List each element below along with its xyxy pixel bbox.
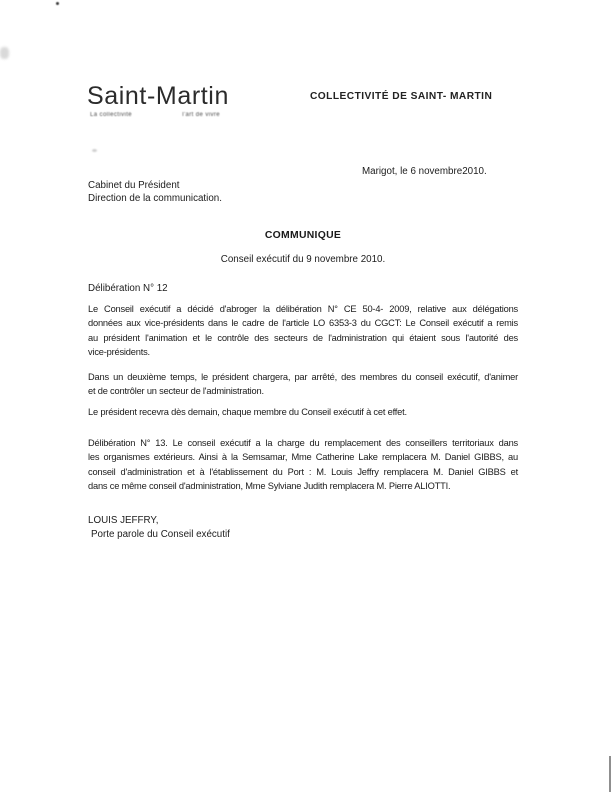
paragraph-line: et de contrôler un secteur de l'administration. [88, 386, 264, 397]
office-line-direction: Direction de la communication. [88, 193, 222, 204]
paragraph-deliberation-13 [88, 436, 518, 494]
signature-role: Porte parole du Conseil exécutif [91, 528, 230, 540]
paragraph-line: dans ce même conseil d'administration, Mme Sylviane Judith remplacera M. Pierre ALIOTTI. [88, 481, 451, 492]
doc-title: COMMUNIQUE [264, 230, 342, 241]
section-heading-deliberation-12: Délibération N° 12 [88, 283, 168, 294]
saint-martin-logo: Saint-Martin [87, 82, 229, 110]
logo-tagline [90, 112, 220, 118]
dateline: Marigot, le 6 novembre2010. [362, 166, 487, 177]
org-title: COLLECTIVITÉ DE SAINT- MARTIN [310, 91, 493, 102]
paragraph-line: Dans un deuxième temps, le président chargera, par arrêté, des membres du conseil exécutif, d'animer [88, 372, 518, 382]
paragraph-line: Délibération N° 13. Le conseil exécutif a la charge du remplacement des conseillers territoriaux dans [88, 438, 518, 448]
scan-smudge-artifact [92, 149, 97, 152]
scan-speck-artifact [56, 2, 59, 5]
paragraph-line: Le Conseil exécutif a décidé d'abroger la délibération N° CE 50-4- 2009, relative aux délégations [88, 304, 518, 314]
signature-name: LOUIS JEFFRY, [88, 515, 159, 526]
paragraph-deuxieme-temps [88, 370, 518, 399]
scan-smudge-artifact [0, 47, 9, 59]
paragraph-line: Le président recevra dès demain, chaque membre du Conseil exécutif à cet effet. [88, 407, 407, 417]
scan-edge-artifact [609, 756, 611, 792]
paragraph-line: au président l'animation et le contrôle des secteurs de l'administration qui étaient sous l'autorité des [88, 332, 518, 343]
paragraph-line: données aux vice-présidents dans le cadre de l'article LO 6353-3 du CGCT: Le Conseil exécutif a remis [88, 318, 518, 329]
paragraph-president-recevra [88, 405, 518, 419]
doc-subtitle: Conseil exécutif du 9 novembre 2010. [220, 254, 386, 265]
paragraph-line: les organismes extérieurs. Ainsi à la Semsamar, Mme Catherine Lake remplacera M. Daniel GIBBS, au [88, 452, 518, 463]
office-block [88, 179, 222, 205]
paragraph-line: conseil d'administration et à l'établissement du Port : M. Louis Jeffry remplacera M. Daniel GIBBS et [88, 466, 518, 477]
logo-tagline-right: l'art de vivre [182, 112, 220, 118]
office-line-cabinet: Cabinet du Président [88, 180, 180, 191]
paragraph-deliberation-12 [88, 302, 518, 360]
signature-block [88, 514, 230, 541]
logo-tagline-left: La collectivité [90, 112, 133, 118]
paragraph-line: vice-présidents. [88, 347, 150, 358]
